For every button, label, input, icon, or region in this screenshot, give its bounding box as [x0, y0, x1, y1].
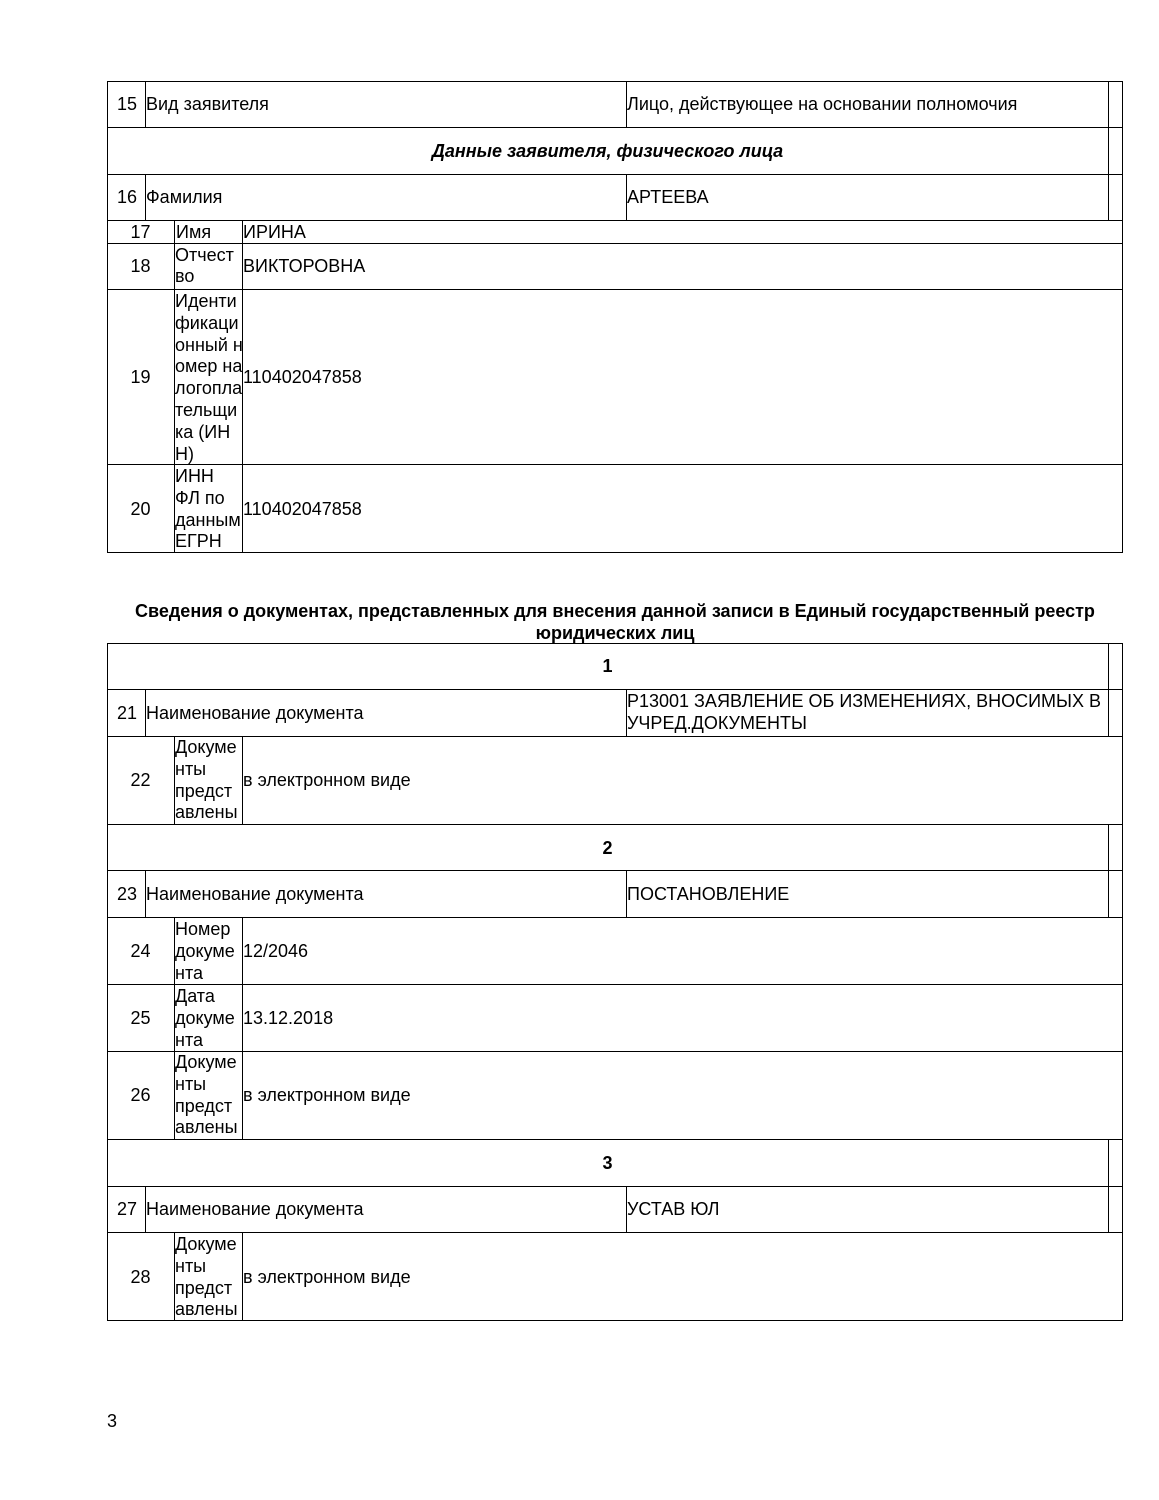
row-label: Дата докуме нта	[175, 986, 235, 1050]
row-number: 22	[130, 770, 151, 790]
row-label: Докуме нты предст авлены	[175, 1234, 238, 1320]
rule	[107, 243, 1123, 244]
row-label: Докуме нты предст авлены	[175, 1052, 238, 1138]
row-value: АРТЕЕВА	[627, 187, 709, 207]
documents-title: Сведения о документах, представленных для внесения данной записи в Единый государственный реестр юридических лиц	[135, 601, 1095, 643]
rule	[107, 984, 1123, 985]
row-value: УСТАВ ЮЛ	[627, 1199, 720, 1219]
rule	[1108, 643, 1109, 737]
group-index: 1	[602, 656, 613, 676]
rule	[107, 552, 1123, 553]
rule	[107, 1051, 1123, 1052]
row-value: в электронном виде	[243, 1085, 411, 1105]
row-label: Номер докуме нта	[175, 919, 235, 983]
group-index: 3	[602, 1153, 613, 1173]
row-label: Фамилия	[146, 187, 223, 207]
row-value: в электронном виде	[243, 1267, 411, 1287]
rule	[1122, 81, 1123, 553]
rule	[107, 824, 1123, 825]
rule	[107, 127, 1123, 128]
rule	[1108, 81, 1109, 221]
rule	[107, 1320, 1123, 1321]
rule	[107, 1186, 1123, 1187]
row-value: в электронном виде	[243, 770, 411, 790]
row-number: 23	[117, 884, 138, 904]
row-number: 27	[117, 1199, 138, 1219]
row-label: Докуме нты предст авлены	[175, 737, 238, 823]
row-value: 110402047858	[243, 367, 362, 387]
rule	[107, 643, 108, 1321]
rule	[107, 643, 1123, 644]
row-label: Отчество	[175, 245, 234, 286]
rule	[1122, 643, 1123, 1321]
row-number: 21	[117, 703, 138, 723]
rule	[107, 870, 1123, 871]
row-value: Лицо, действующее на основании полномочия	[627, 94, 1018, 114]
row-number: 20	[130, 499, 151, 519]
rule	[107, 464, 1123, 465]
row-label: Наименование документа	[146, 703, 364, 723]
row-number: 28	[130, 1267, 151, 1287]
row-label: Идентификационный номер налогоплательщика (ИНН)	[175, 291, 243, 464]
row-number: 15	[117, 94, 138, 114]
rule	[107, 1232, 1123, 1233]
rule	[107, 917, 1123, 918]
row-label: Вид заявителя	[146, 94, 269, 114]
row-value: Р13001 ЗАЯВЛЕНИЕ ОБ ИЗМЕНЕНИЯХ, ВНОСИМЫХ В УЧРЕД.ДОКУМЕНТЫ	[627, 691, 1101, 733]
row-label: Наименование документа	[146, 884, 364, 904]
row-value: ПОСТАНОВЛЕНИЕ	[627, 884, 790, 904]
row-label: Наименование документа	[146, 1199, 364, 1219]
section-title: Данные заявителя, физического лица	[431, 141, 784, 161]
row-number: 26	[130, 1085, 151, 1105]
row-value: 13.12.2018	[243, 1008, 334, 1028]
rule	[107, 289, 1123, 290]
row-number: 17	[130, 222, 151, 242]
page-number: 3	[107, 1411, 118, 1431]
row-value: 110402047858	[243, 499, 362, 519]
row-number: 25	[130, 1008, 151, 1028]
rule	[107, 1139, 1123, 1140]
row-value: ВИКТОРОВНА	[243, 256, 366, 276]
rule	[107, 689, 1123, 690]
group-index: 2	[602, 838, 613, 858]
row-number: 16	[117, 187, 138, 207]
row-number: 19	[130, 367, 151, 387]
row-number: 18	[130, 256, 151, 276]
row-value: ИРИНА	[243, 222, 306, 242]
row-label: Имя	[176, 222, 212, 242]
rule	[107, 174, 1123, 175]
rule	[1108, 824, 1109, 918]
row-label: ИНН ФЛ по данным ЕГРН	[175, 466, 241, 552]
rule	[107, 220, 1123, 221]
rule	[107, 81, 1123, 82]
rule	[107, 736, 1123, 737]
row-value: 12/2046	[243, 941, 309, 961]
rule	[1108, 1139, 1109, 1233]
row-number: 24	[130, 941, 151, 961]
